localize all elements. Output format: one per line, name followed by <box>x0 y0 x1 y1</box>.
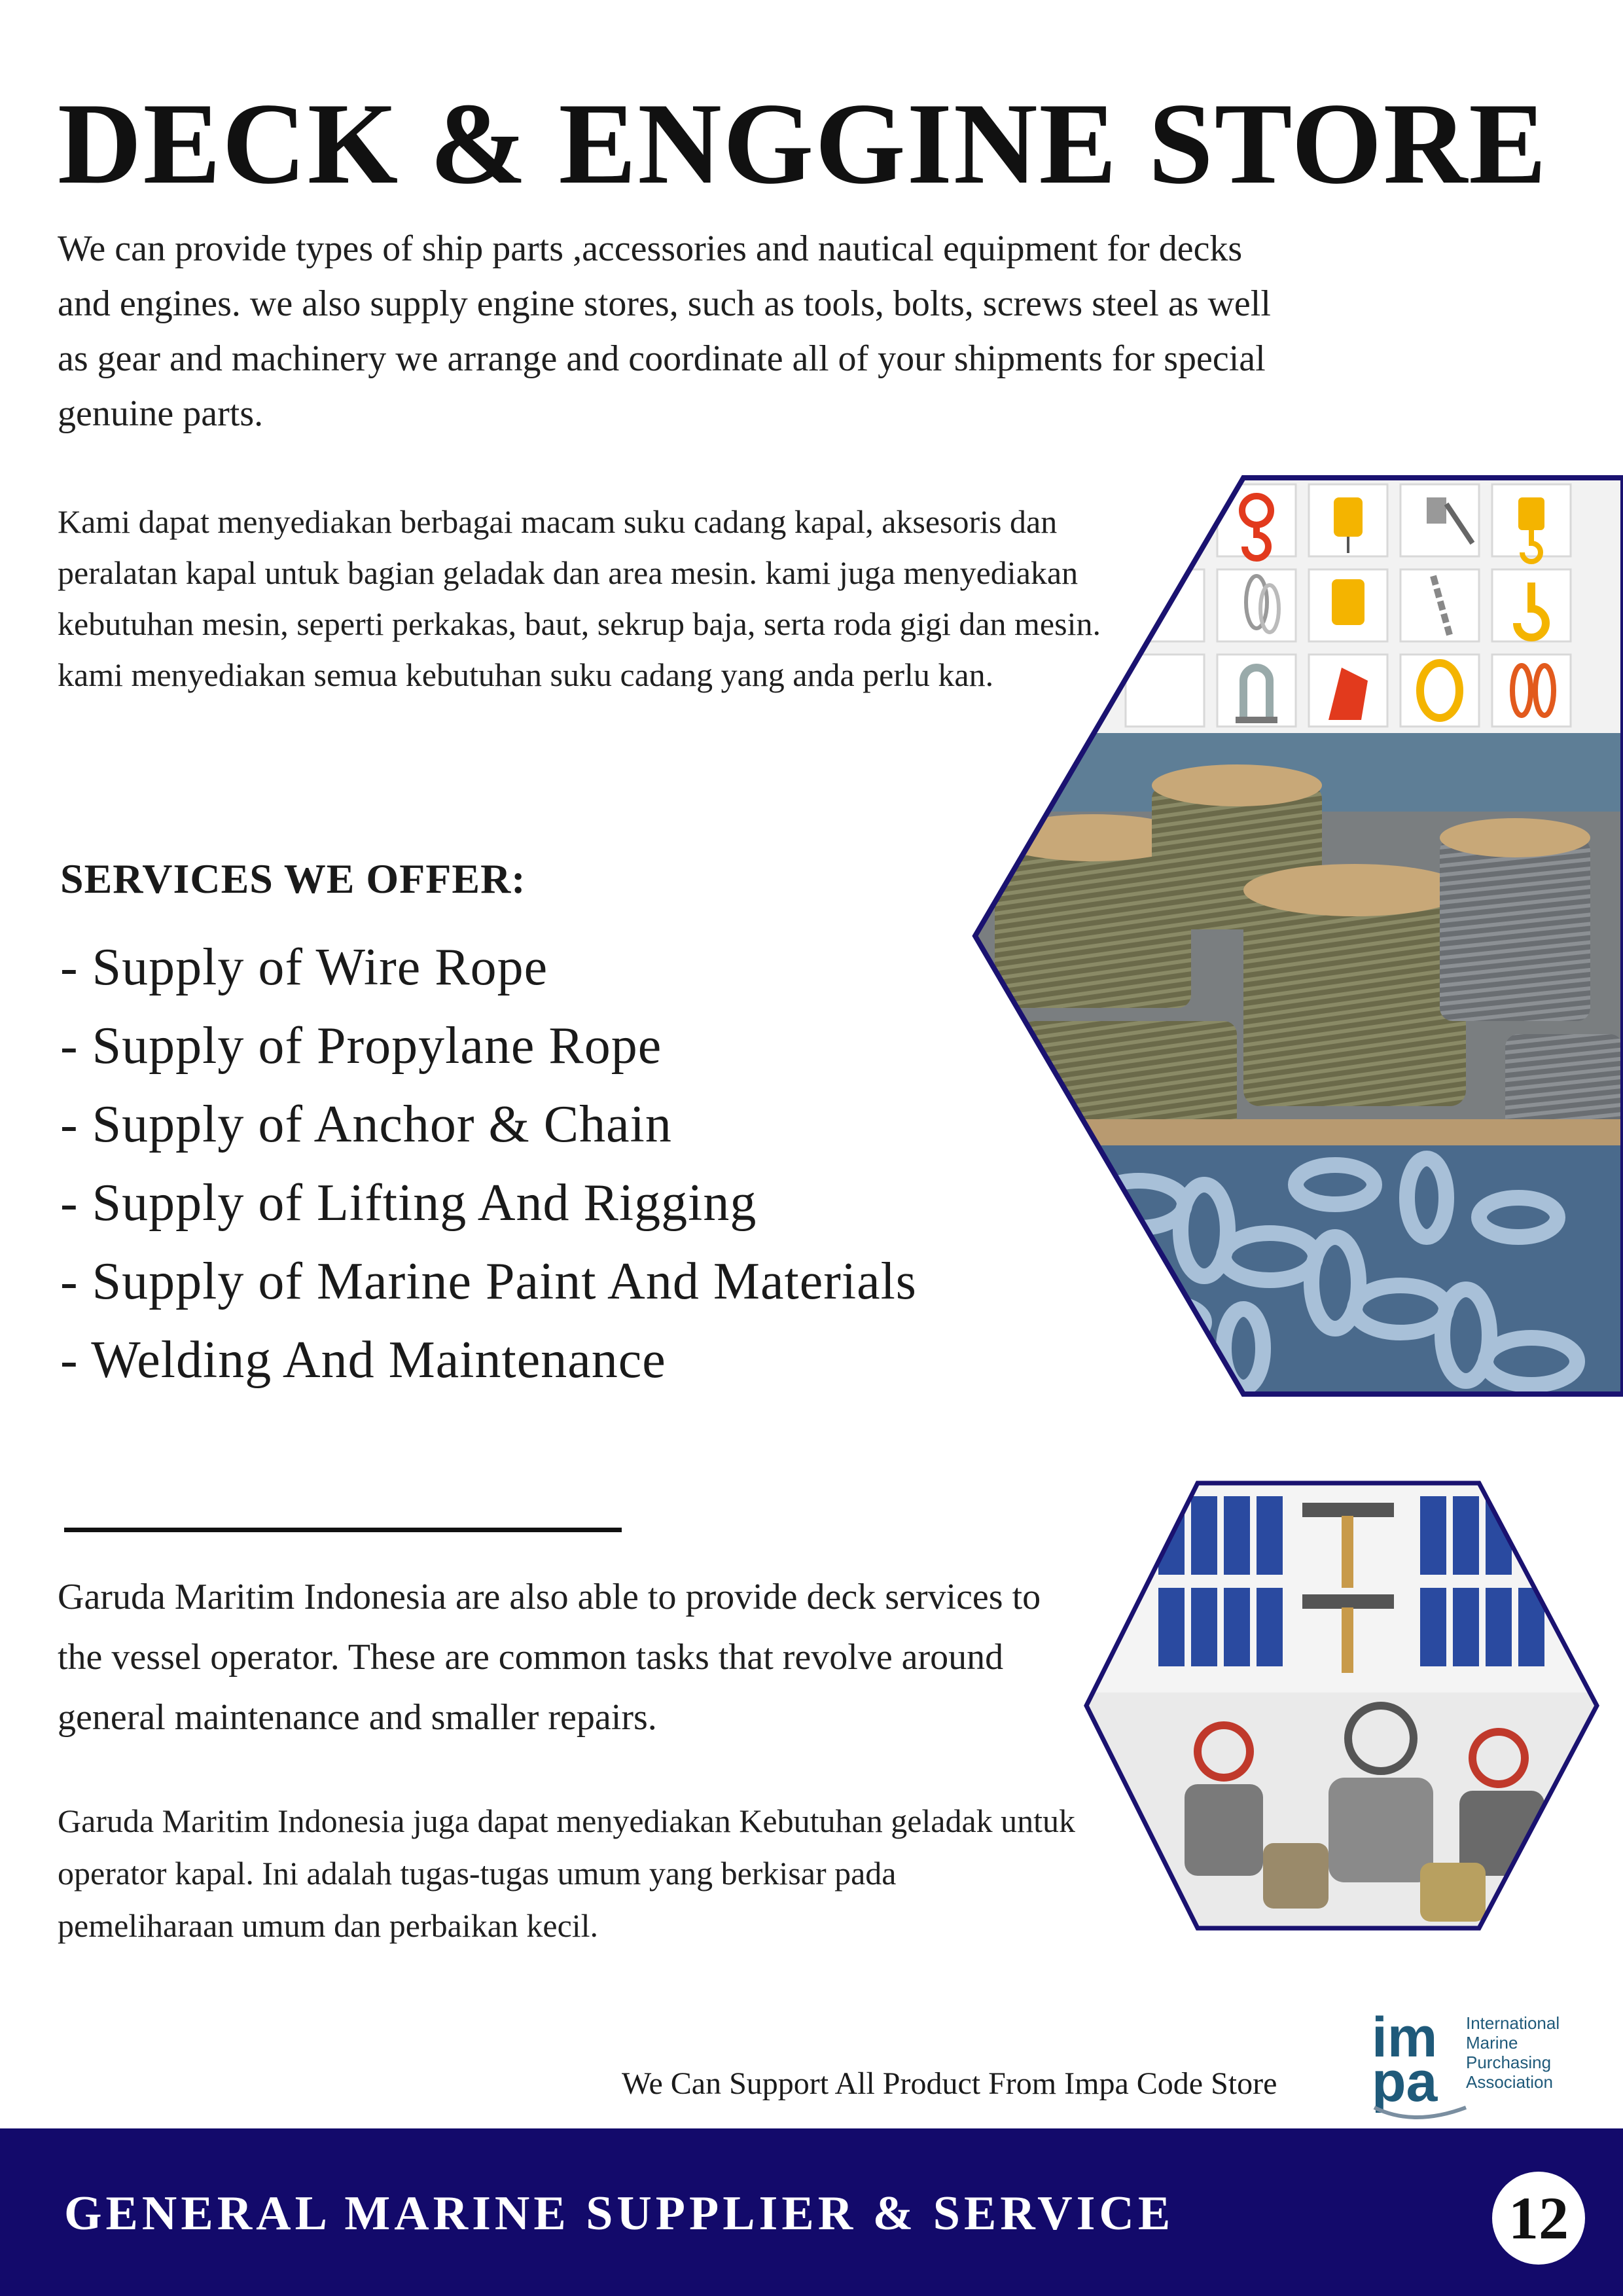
impa-logo-word: Marine <box>1466 2033 1518 2053</box>
rigging-grid <box>1126 484 1571 726</box>
impa-logo-mark-top: im <box>1372 2006 1438 2069</box>
section-divider <box>64 1528 622 1532</box>
deck-services-indonesian: Garuda Maritim Indonesia juga dapat menyediakan Kebutuhan geladak untuk operator kapal. Ini adalah tugas-tugas umum yang berkisar pada pemeliharaan umum dan perbaikan kecil. <box>58 1803 1076 1944</box>
service-item: - Supply of Wire Rope <box>60 939 548 996</box>
service-item: - Supply of Anchor & Chain <box>60 1096 672 1153</box>
impa-logo-word: Purchasing <box>1466 2053 1552 2072</box>
hoist-icon <box>1332 579 1364 625</box>
page-number-badge: 12 <box>1492 2172 1585 2265</box>
intro-english: We can provide types of ship parts ,accessories and nautical equipment for decks and engines. we also supply engine stores, such as tools, bolts, screws steel as well as gear and machinery we arrange and coordinate all of your shipments for special genuine parts. <box>58 228 1271 434</box>
tools-valves-hexagon <box>1080 1477 1603 1935</box>
impa-logo-mark-bottom: pa <box>1372 2051 1438 2113</box>
services-list <box>60 928 917 1399</box>
product-photo-hexagon <box>969 471 1623 1401</box>
impa-logo <box>1368 2003 1603 2121</box>
service-item: - Supply of Lifting And Rigging <box>60 1174 757 1232</box>
service-item: - Supply of Propylane Rope <box>60 1017 662 1075</box>
impa-tagline: We Can Support All Product From Impa Code Store <box>622 2066 1277 2101</box>
impa-logo-word: Association <box>1466 2072 1553 2092</box>
footer-text: GENERAL MARINE SUPPLIER & SERVICE <box>64 2187 1175 2240</box>
intro-indonesian: Kami dapat menyediakan berbagai macam suku cadang kapal, aksesoris dan peralatan kapal untuk bagian geladak dan area mesin. kami juga menyediakan kebutuhan mesin, seperti perkakas, baut, sekrup baja, serta roda gigi dan mesin. kami menyediakan semua kebutuhan suku cadang yang anda perlu kan. <box>58 503 1101 693</box>
impa-logo-word: International <box>1466 2013 1560 2033</box>
service-item: - Supply of Marine Paint And Materials <box>60 1253 917 1310</box>
page-title: DECK & ENGGINE STORE <box>58 79 1548 208</box>
deck-services-english: Garuda Maritim Indonesia are also able to provide deck services to the vessel operator. These are common tasks that revolve around general maintenance and smaller repairs. <box>58 1577 1041 1738</box>
service-item: - Welding And Maintenance <box>60 1331 666 1389</box>
services-heading: SERVICES WE OFFER: <box>60 855 526 902</box>
